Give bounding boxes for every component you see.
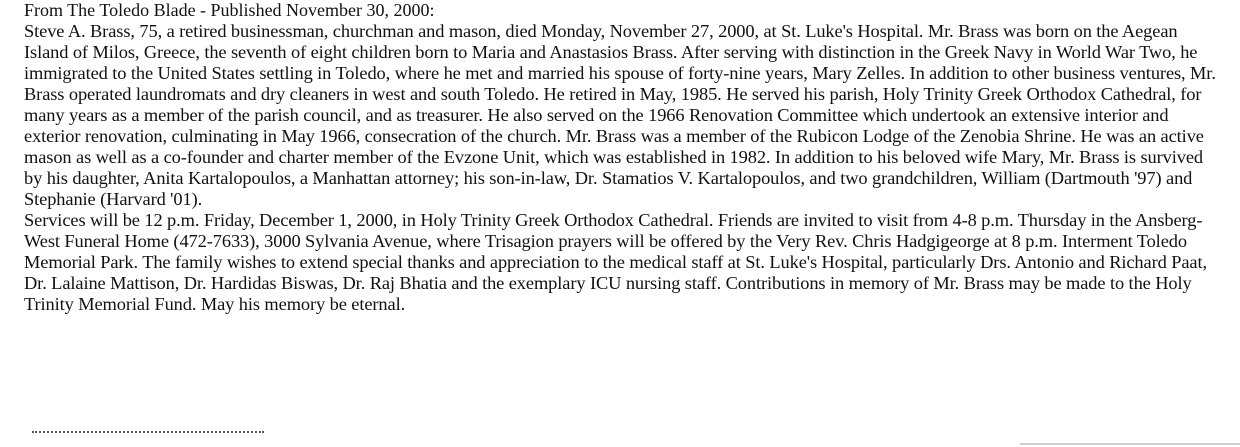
obituary-paragraph-services: Services will be 12 p.m. Friday, December 1, 2000, in Holy Trinity Greek Orthodox Cathedral. Friends are invited to visit from 4-8 p.m. Thursday in the Ansberg-West Funeral Home (472-7633), 3000 Sylvania Avenue, where Trisagion prayers will be offered by the Very Rev. Chris Hadgigeorge at 8 p.m. Interment Toledo Memorial Park. The family wishes to extend special thanks and appreciation to the medical staff at St. Luke's Hospital, particularly Drs. Antonio and Richard Paat, Dr. Lalaine Mattison, Dr. Hardidas Biswas, Dr. Raj Bhatia and the exemplary ICU nursing staff. Contributions in memory of Mr. Brass may be made to the Holy Trinity Memorial Fund. May his memory be eternal. bbox=[24, 210, 1207, 314]
dotted-divider bbox=[32, 431, 264, 435]
obituary-paragraph-biography: Steve A. Brass, 75, a retired businessman, churchman and mason, died Monday, November 27, 2000, at St. Luke's Hospital. Mr. Brass was born on the Aegean Island of Milos, Greece, the seventh of eight children born to Maria and Anastasios Brass. After serving with distinction in the Greek Navy in World War Two, he immigrated to the United States settling in Toledo, where he met and married his spouse of forty-nine years, Mary Zelles. In addition to other business ventures, Mr. Brass operated laundromats and dry cleaners in west and south Toledo. He retired in May, 1985. He served his parish, Holy Trinity Greek Orthodox Cathedral, for many years as a member of the parish council, and as treasurer. He also served on the 1966 Renovation Committee which undertook an extensive interior and exterior renovation, culminating in May 1966, consecration of the church. Mr. Brass was a member of the Rubicon Lodge of the Zenobia Shrine. He was an active mason as well as a co-founder and charter member of the Evzone Unit, which was established in 1982. In addition to his beloved wife Mary, Mr. Brass is survived by his daughter, Anita Kartalopoulos, a Manhattan attorney; his son-in-law, Dr. Stamatios V. Kartalopoulos, and two grandchildren, William (Dartmouth '97) and Stephanie (Harvard '01). bbox=[24, 21, 1216, 209]
obituary-body bbox=[24, 21, 1220, 315]
newspaper-clipping bbox=[24, 0, 1220, 447]
scan-edge-line bbox=[1020, 443, 1240, 445]
source-line: From The Toledo Blade - Published November 30, 2000: bbox=[24, 0, 435, 20]
